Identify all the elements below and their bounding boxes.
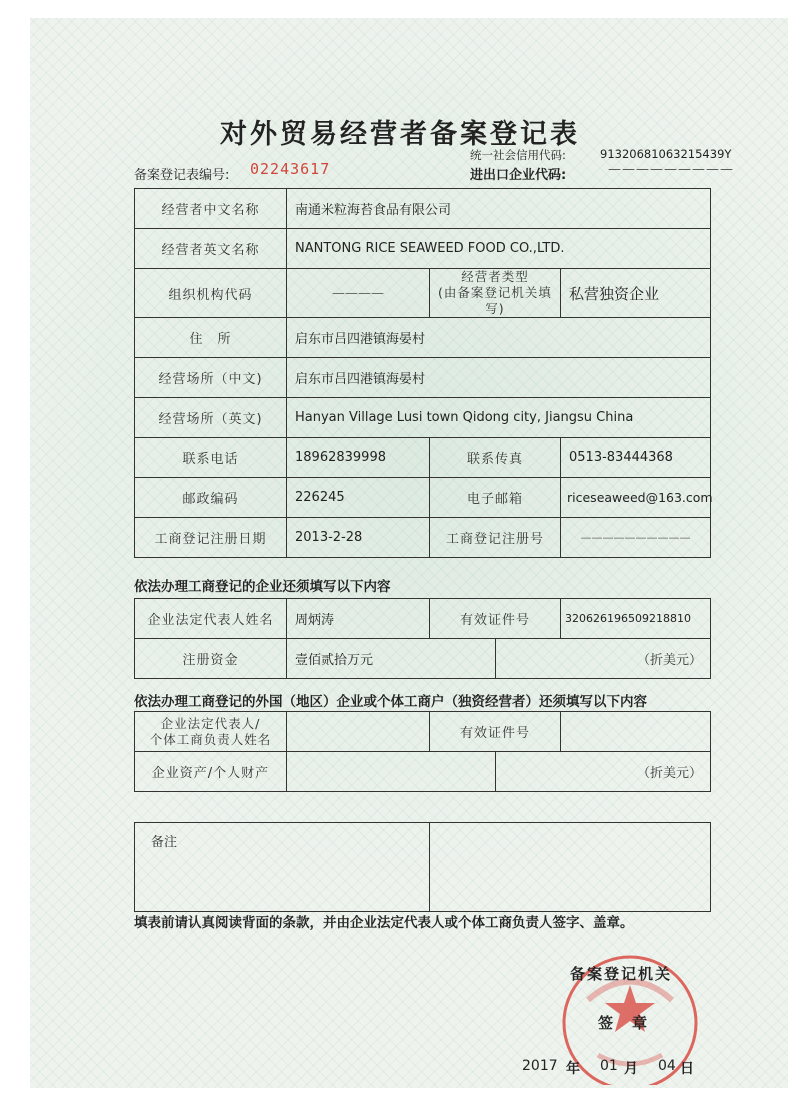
legal-rep-value: 周炳涛 — [287, 599, 430, 639]
capital-unit: （折美元） — [496, 639, 711, 679]
document-title: 对外贸易经营者备案登记表 — [220, 119, 580, 150]
phone-label: 联系电话 — [135, 438, 287, 478]
ie-code-value: ————————— — [608, 162, 734, 177]
table-row — [135, 518, 711, 558]
section1-table — [134, 598, 711, 679]
table-row — [135, 189, 711, 229]
en-name-label: 经营者英文名称 — [135, 229, 287, 269]
org-code-value: ———— — [287, 269, 430, 318]
reg-no-value: —————————— — [561, 518, 711, 558]
id-number-label: 有效证件号 — [430, 599, 561, 639]
foreign-id-value — [561, 712, 711, 752]
table-row — [135, 398, 711, 438]
postcode-label: 邮政编码 — [135, 478, 287, 518]
table-row — [135, 269, 711, 318]
fax-label: 联系传真 — [430, 438, 561, 478]
phone-value: 18962839998 — [287, 438, 430, 478]
legal-rep-label: 企业法定代表人姓名 — [135, 599, 287, 639]
foreign-id-label: 有效证件号 — [430, 712, 561, 752]
serial-number: 02243617 — [250, 160, 331, 178]
date-year-char: 年 — [566, 1061, 580, 1077]
assets-unit: （折美元） — [496, 752, 711, 792]
foreign-rep-label-line2: 个体工商负责人姓名 — [149, 731, 272, 747]
cn-name-label: 经营者中文名称 — [135, 189, 287, 229]
assets-value — [287, 752, 496, 792]
foreign-rep-label-line1: 企业法定代表人/ — [160, 715, 261, 731]
table-row — [135, 823, 711, 912]
seal-label: 签 章 — [598, 1014, 650, 1032]
email-value: riceseaweed@163.com — [561, 478, 711, 518]
fax-value: 0513-83444368 — [561, 438, 711, 478]
en-name-value: NANTONG RICE SEAWEED FOOD CO.,LTD. — [287, 229, 711, 269]
section2-table — [134, 711, 711, 792]
date-month-char: 月 — [624, 1061, 638, 1077]
id-number-value: 320626196509218810 — [561, 599, 711, 639]
capital-value: 壹佰贰拾万元 — [287, 639, 496, 679]
email-label: 电子邮箱 — [430, 478, 561, 518]
place-en-value: Hanyan Village Lusi town Qidong city, Jiangsu China — [287, 398, 711, 438]
date-day-char: 日 — [680, 1061, 694, 1077]
table-row — [135, 318, 711, 358]
footer-note: 填表前请认真阅读背面的条款，并由企业法定代表人或个体工商负责人签字、盖章。 — [134, 915, 634, 931]
foreign-rep-value — [287, 712, 430, 752]
credit-code-value: 91320681063215439Y — [600, 147, 732, 161]
place-cn-label: 经营场所（中文) — [135, 358, 287, 398]
date-month: 01 — [600, 1058, 618, 1074]
address-value: 启东市吕四港镇海晏村 — [287, 318, 711, 358]
table-row — [135, 478, 711, 518]
table-row — [135, 752, 711, 792]
type-value: 私营独资企业 — [561, 269, 711, 318]
serial-label: 备案登记表编号: — [134, 168, 230, 183]
org-code-label: 组织机构代码 — [135, 269, 287, 318]
type-label-line2: (由备案登记机关填写) — [438, 285, 552, 316]
table-row — [135, 712, 711, 752]
authority-label: 备案登记机关 — [570, 965, 673, 983]
reg-date-value: 2013-2-28 — [287, 518, 430, 558]
section1-heading: 依法办理工商登记的企业还须填写以下内容 — [134, 579, 391, 595]
cn-name-value: 南通米粒海苔食品有限公司 — [287, 189, 711, 229]
table-row — [135, 599, 711, 639]
ie-code-label: 进出口企业代码: — [470, 168, 567, 183]
assets-label: 企业资产/个人财产 — [135, 752, 287, 792]
date-day: 04 — [658, 1058, 676, 1074]
remarks-table — [134, 822, 711, 912]
remarks-value — [430, 823, 711, 912]
date-year: 2017 — [522, 1058, 558, 1074]
reg-date-label: 工商登记注册日期 — [135, 518, 287, 558]
table-row — [135, 438, 711, 478]
address-label: 住 所 — [135, 318, 287, 358]
credit-code-label: 统一社会信用代码: — [470, 148, 566, 162]
section2-heading: 依法办理工商登记的外国（地区）企业或个体工商户（独资经营者）还须填写以下内容 — [134, 694, 647, 710]
table-row — [135, 229, 711, 269]
place-en-label: 经营场所（英文) — [135, 398, 287, 438]
table-row — [135, 358, 711, 398]
postcode-value: 226245 — [287, 478, 430, 518]
remarks-label: 备注 — [135, 823, 430, 912]
reg-no-label: 工商登记注册号 — [430, 518, 561, 558]
capital-label: 注册资金 — [135, 639, 287, 679]
table-row — [135, 639, 711, 679]
place-cn-value: 启东市吕四港镇海晏村 — [287, 358, 711, 398]
main-form-table — [134, 188, 711, 558]
type-label — [430, 269, 561, 318]
type-label-line1: 经营者类型 — [461, 269, 529, 284]
foreign-rep-label — [135, 712, 287, 752]
